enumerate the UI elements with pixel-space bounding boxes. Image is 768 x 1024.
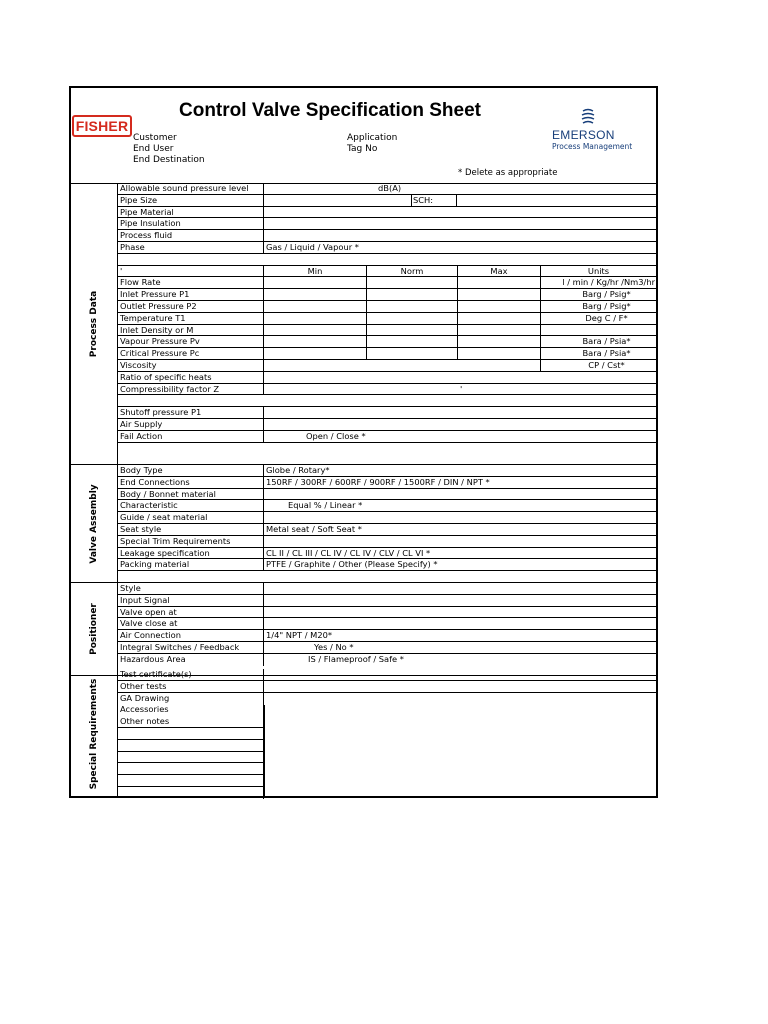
leakage-field[interactable]: CL II / CL III / CL IV / CL IV / CLV / CL VI * — [266, 547, 431, 558]
specification-sheet — [69, 86, 658, 798]
pipe-size-field[interactable] — [264, 195, 410, 206]
characteristic-field[interactable]: Equal % / Linear * — [288, 500, 363, 511]
table-row: Guide / seat material — [118, 512, 656, 524]
vapour-pressure-units: Bara / Psia* — [582, 336, 631, 347]
table-row: Characteristic Equal % / Linear * — [118, 500, 656, 512]
guide-seat-field[interactable] — [264, 512, 656, 523]
process-fluid-field[interactable] — [264, 230, 656, 241]
table-row: Vapour Pressure Pv Bara / Psia* — [118, 336, 656, 348]
section-label: Process Data — [71, 183, 118, 464]
table-row: Compressibility factor Z ' — [118, 384, 656, 396]
table-row: Air Supply — [118, 419, 656, 431]
table-row: Pipe Material — [118, 207, 656, 219]
notes-line[interactable] — [118, 740, 264, 752]
col-min: Min — [307, 265, 323, 276]
special-requirements-section — [71, 669, 656, 798]
integral-switches-field[interactable]: Yes / No * — [314, 641, 354, 652]
section-label: Special Requirements — [71, 669, 118, 798]
table-row: Valve close at — [118, 618, 656, 630]
table-row: Critical Pressure Pc Bara / Psia* — [118, 348, 656, 360]
sch-field[interactable] — [456, 195, 656, 206]
table-row: Style — [118, 583, 656, 595]
table-row: Hazardous Area IS / Flameproof / Safe * — [118, 654, 656, 666]
seat-style-field[interactable]: Metal seat / Soft Seat * — [266, 523, 362, 534]
body-type-field[interactable]: Globe / Rotary* — [266, 465, 330, 475]
end-connections-field[interactable]: 150RF / 300RF / 600RF / 900RF / 1500RF / DIN / NPT * — [266, 476, 490, 487]
table-row: Accessories — [118, 704, 656, 716]
table-row: Inlet Density or M — [118, 325, 656, 337]
column-header-row: ' Min Norm Max Units — [118, 266, 656, 278]
notes-line[interactable] — [118, 728, 264, 740]
table-row: Other notes — [118, 716, 656, 728]
table-row: Shutoff pressure P1 — [118, 407, 656, 419]
table-row: Ratio of specific heats — [118, 372, 656, 384]
valve-assembly-section — [71, 465, 656, 583]
specific-heats-field[interactable] — [264, 372, 656, 383]
temperature-units: Deg C / F* — [585, 312, 628, 323]
page-title: Control Valve Specification Sheet — [179, 100, 481, 121]
notes-line[interactable] — [118, 787, 264, 799]
sheet-header — [71, 88, 656, 184]
table-row: Air Connection 1/4" NPT / M20* — [118, 630, 656, 642]
air-supply-field[interactable] — [264, 419, 656, 430]
process-data-section — [71, 183, 656, 465]
flow-rate-units: l / min / Kg/hr /Nm3/hr — [562, 277, 655, 288]
positioner-section — [71, 583, 656, 676]
input-signal-field[interactable] — [264, 595, 656, 606]
emerson-logo-icon — [581, 108, 595, 126]
notes-line[interactable] — [118, 752, 264, 764]
style-field[interactable] — [264, 583, 656, 594]
table-row: Inlet Pressure P1 Barg / Psig* — [118, 289, 656, 301]
packing-material-field[interactable]: PTFE / Graphite / Other (Please Specify) * — [266, 559, 438, 570]
table-row: Other tests — [118, 681, 656, 693]
col-norm: Norm — [366, 266, 457, 277]
sch-label: SCH: — [411, 195, 456, 206]
customer-label: Customer — [133, 133, 177, 143]
fisher-logo: FISHER — [72, 115, 132, 137]
table-row: Temperature T1 Deg C / F* — [118, 313, 656, 325]
end-destination-label: End Destination — [133, 155, 205, 165]
table-row: Valve open at — [118, 607, 656, 619]
spacer-row — [118, 254, 656, 266]
table-row: Seat style Metal seat / Soft Seat * — [118, 524, 656, 536]
shutoff-pressure-field[interactable] — [264, 407, 656, 418]
air-connection-field[interactable]: 1/4" NPT / M20* — [266, 630, 333, 641]
pipe-insulation-field[interactable] — [264, 218, 656, 229]
table-row: Flow Rate l / min / Kg/hr /Nm3/hr — [120, 277, 655, 288]
section-label: Valve Assembly — [71, 465, 118, 582]
viscosity-units: CP / Cst* — [588, 359, 625, 370]
notes-line[interactable] — [118, 763, 264, 775]
tag-no-label: Tag No — [347, 144, 378, 154]
hazardous-area-field[interactable]: IS / Flameproof / Safe * — [308, 653, 404, 664]
table-row: Pipe Size SCH: — [118, 195, 656, 207]
body-bonnet-field[interactable] — [264, 489, 656, 500]
valve-close-field[interactable] — [264, 618, 656, 629]
pipe-material-field[interactable] — [264, 207, 656, 218]
sound-level-field[interactable]: dB(A) — [378, 183, 402, 193]
col-max: Max — [457, 266, 540, 277]
compressibility-field[interactable]: ' — [460, 383, 463, 394]
critical-pressure-units: Bara / Psia* — [582, 348, 631, 359]
table-row: Packing material PTFE / Graphite / Other (Please Specify) * — [118, 559, 656, 571]
test-certificate-field[interactable] — [264, 669, 656, 680]
other-tests-field[interactable] — [264, 681, 656, 692]
emerson-logo: EMERSON — [552, 128, 615, 142]
col-units: Units — [540, 266, 656, 277]
table-row: Special Trim Requirements — [118, 536, 656, 548]
table-row: Test certificate(s) — [118, 669, 656, 681]
table-row: Process fluid — [118, 230, 656, 242]
outlet-pressure-units: Barg / Psig* — [582, 300, 631, 311]
table-row: Leakage specification CL II / CL III / CL IV / CL IV / CLV / CL VI * — [118, 548, 656, 560]
table-row: Phase Gas / Liquid / Vapour * — [118, 242, 656, 254]
delete-note: * Delete as appropriate — [458, 168, 558, 178]
application-label: Application — [347, 133, 398, 143]
table-row: Outlet Pressure P2 Barg / Psig* — [118, 301, 656, 313]
table-row: Body / Bonnet material — [118, 489, 656, 501]
table-row: Allowable sound pressure level dB(A) — [118, 183, 656, 195]
table-row: Pipe Insulation — [118, 218, 656, 230]
table-row: GA Drawing — [118, 693, 656, 705]
table-row: End Connections 150RF / 300RF / 600RF / 900RF / 1500RF / DIN / NPT * — [118, 477, 656, 489]
section-label: Positioner — [71, 583, 118, 675]
spacer-row — [118, 395, 656, 407]
phase-field[interactable]: Gas / Liquid / Vapour * — [266, 241, 359, 252]
table-row: Body Type Globe / Rotary* — [118, 465, 656, 477]
table-row: Integral Switches / Feedback Yes / No * — [118, 642, 656, 654]
table-row: Viscosity CP / Cst* — [118, 360, 656, 372]
inlet-pressure-units: Barg / Psig* — [582, 289, 631, 300]
special-trim-field[interactable] — [264, 536, 656, 547]
table-row: Fail Action Open / Close * — [118, 431, 656, 443]
notes-line[interactable] — [118, 775, 264, 787]
valve-open-field[interactable] — [264, 607, 656, 618]
end-user-label: End User — [133, 144, 174, 154]
fail-action-field[interactable]: Open / Close * — [306, 430, 366, 441]
emerson-tagline: Process Management — [552, 142, 633, 151]
table-row: Input Signal — [118, 595, 656, 607]
